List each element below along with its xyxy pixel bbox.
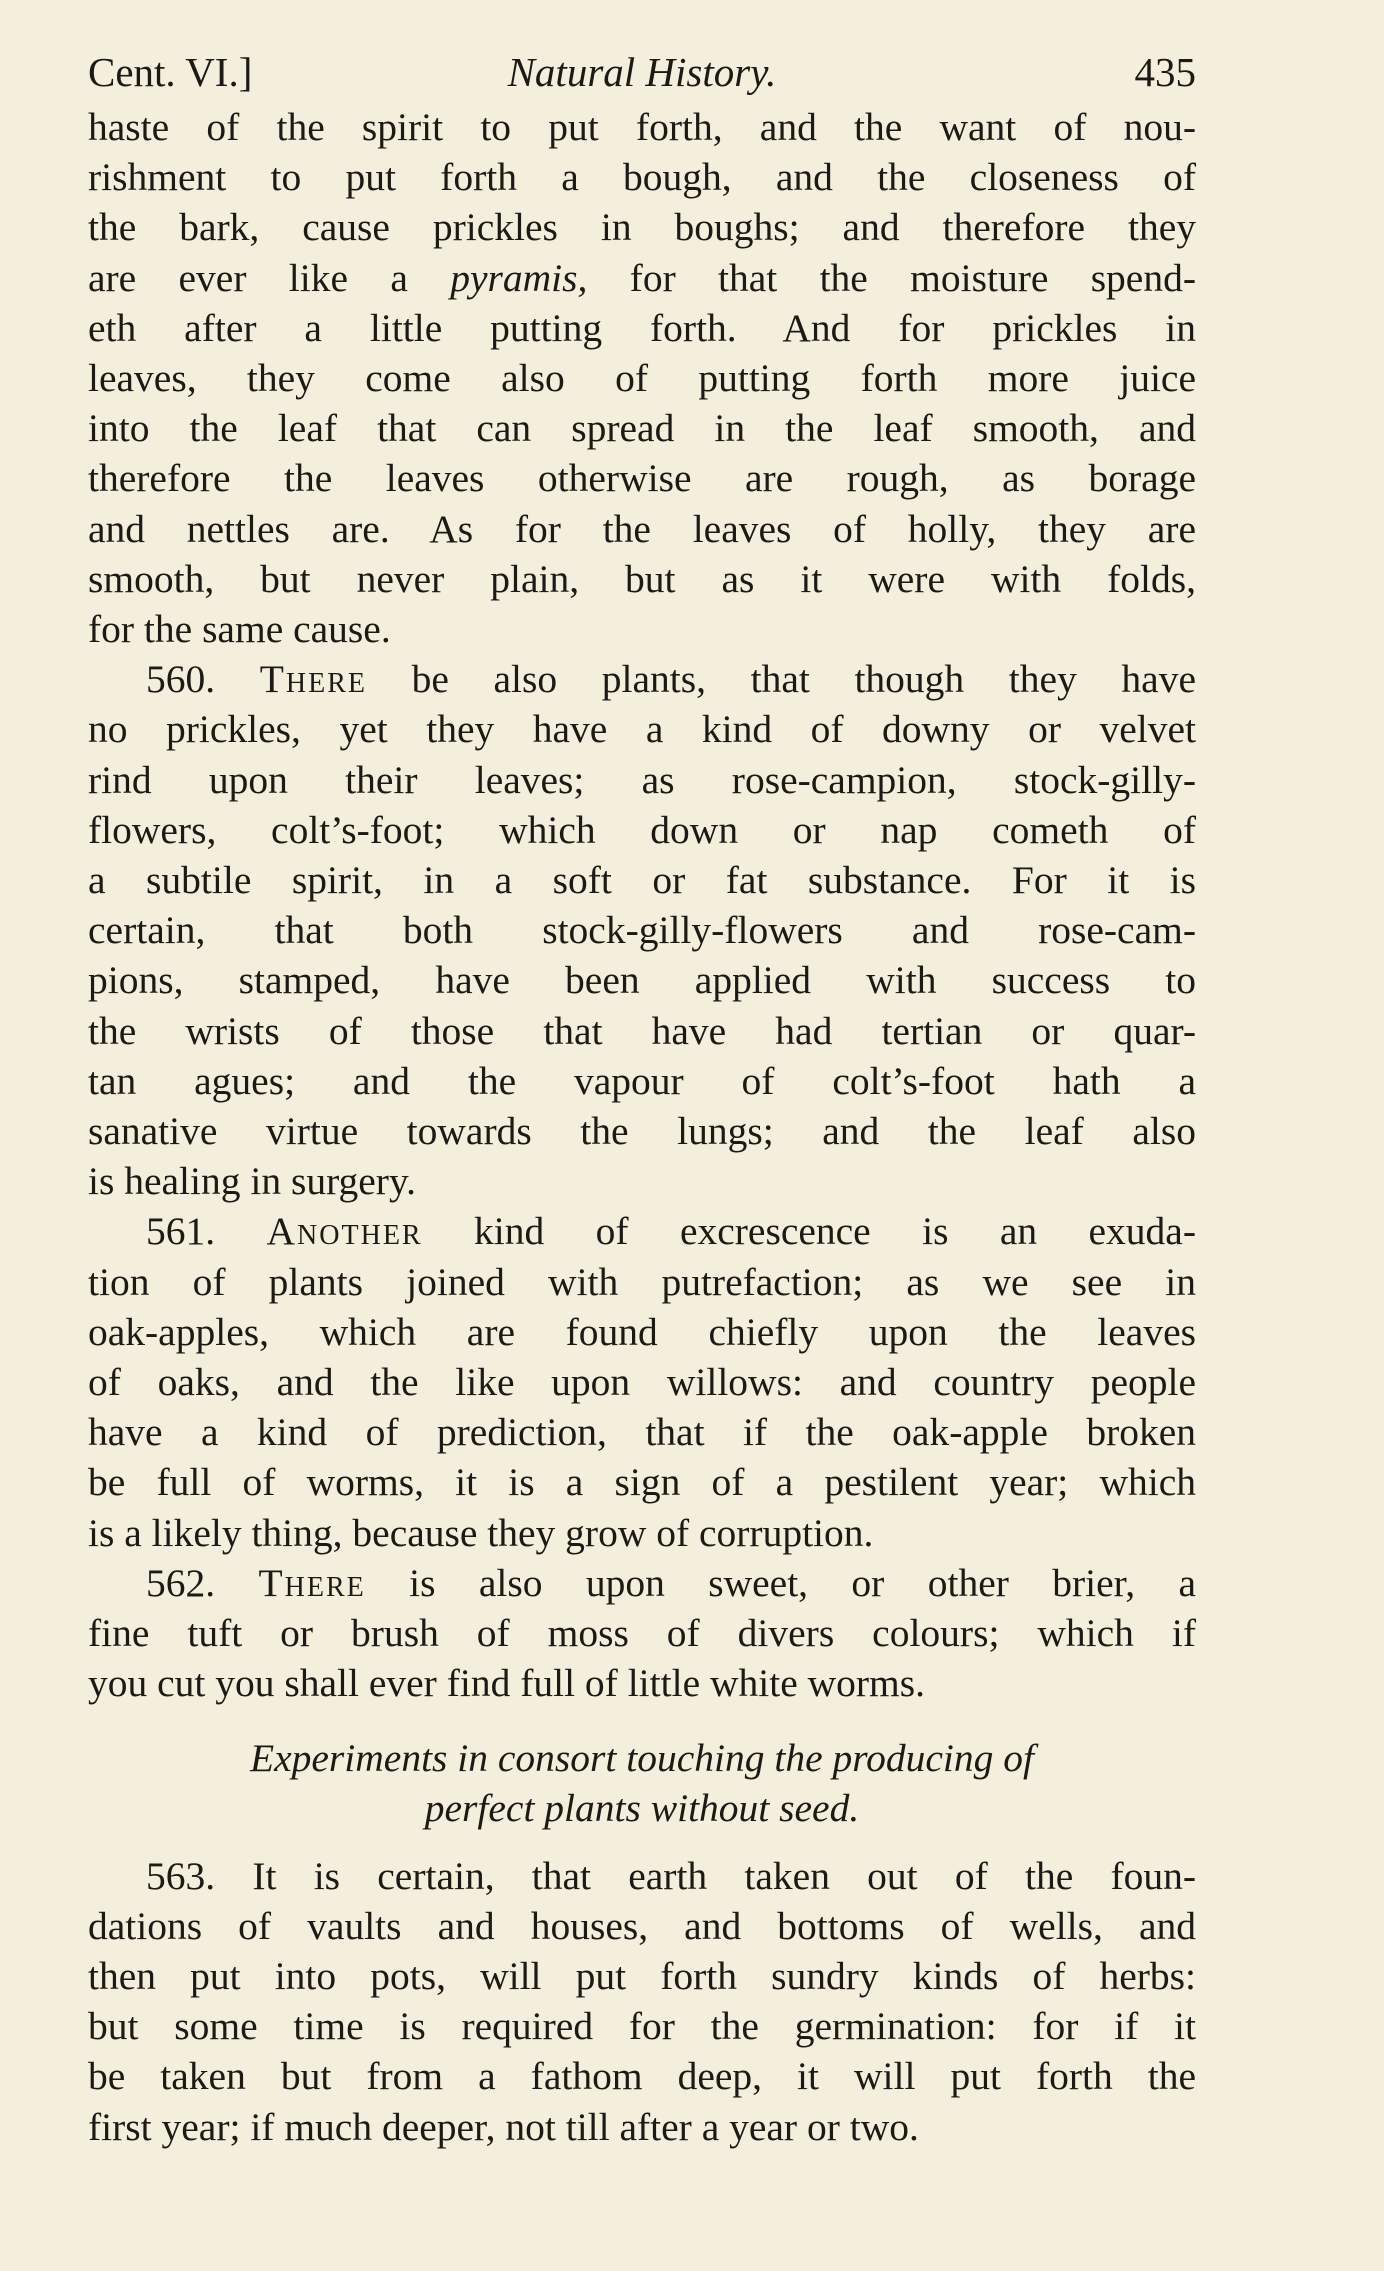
paragraph-563 bbox=[88, 1851, 1196, 2152]
text-line: a subtile spirit, in a soft or fat substance. For it is bbox=[88, 858, 1196, 903]
text-line: sanative virtue towards the lungs; and the leaf also bbox=[88, 1109, 1196, 1154]
paragraph-number: 561. bbox=[146, 1209, 216, 1254]
text-line: oak-apples, which are found chiefly upon the leaves bbox=[88, 1309, 1196, 1354]
text-run: are ever like a bbox=[88, 255, 451, 300]
text-run: be also plants, that though they have bbox=[411, 657, 1196, 702]
text-line: dations of vaults and houses, and bottoms of wells, and bbox=[88, 1903, 1196, 1948]
text-line: have a kind of prediction, that if the oak-apple broken bbox=[88, 1410, 1196, 1455]
paragraph-562 bbox=[88, 1558, 1196, 1709]
page-number: 435 bbox=[1134, 49, 1196, 95]
text-line: the wrists of those that have had tertian or quar- bbox=[88, 1008, 1196, 1053]
section-heading-line: perfect plants without seed. bbox=[424, 1785, 860, 1830]
text-run: It is certain, that earth taken out of the foun- bbox=[252, 1853, 1196, 1898]
paragraph-first-line bbox=[88, 1206, 1196, 1256]
text-line: but some time is required for the germination: for if it bbox=[88, 2004, 1196, 2049]
paragraph-number: 563. bbox=[146, 1853, 216, 1898]
text-line: be taken but from a fathom deep, it will put forth the bbox=[88, 2054, 1196, 2099]
text-run: for that the moisture spend- bbox=[587, 255, 1196, 300]
text-line: pions, stamped, have been applied with success to bbox=[88, 958, 1196, 1003]
paragraph-number: 560. bbox=[146, 657, 216, 702]
section-heading bbox=[88, 1733, 1196, 1833]
text-run: kind of excrescence is an exuda- bbox=[474, 1209, 1196, 1254]
paragraph-561 bbox=[88, 1206, 1196, 1557]
paragraph-continuation bbox=[88, 102, 1196, 654]
text-line: smooth, but never plain, but as it were with folds, bbox=[88, 556, 1196, 601]
text-line: the bark, cause prickles in boughs; and therefore they bbox=[88, 205, 1196, 250]
text-line: tion of plants joined with putrefaction; as we see in bbox=[88, 1259, 1196, 1304]
text-line: and nettles are. As for the leaves of holly, they are bbox=[88, 506, 1196, 551]
italic-term: pyramis, bbox=[450, 255, 588, 300]
text-line: of oaks, and the like upon willows: and country people bbox=[88, 1360, 1196, 1405]
running-head bbox=[88, 42, 1196, 102]
text-line: into the leaf that can spread in the leaf smooth, and bbox=[88, 406, 1196, 451]
lead-word: There bbox=[258, 1560, 366, 1605]
text-line: be full of worms, it is a sign of a pestilent year; which bbox=[88, 1460, 1196, 1505]
section-heading-line: Experiments in consort touching the producing of bbox=[249, 1735, 1035, 1780]
text-line: haste of the spirit to put forth, and the want of nou- bbox=[88, 105, 1196, 149]
paragraph-560 bbox=[88, 654, 1196, 1206]
paragraph-first-line bbox=[88, 1851, 1196, 1901]
text-line: therefore the leaves otherwise are rough, as borage bbox=[88, 456, 1196, 501]
text-line: no prickles, yet they have a kind of downy or velvet bbox=[88, 707, 1196, 752]
text-line: rishment to put forth a bough, and the closeness of bbox=[88, 155, 1196, 200]
paragraph-first-line bbox=[88, 1558, 1196, 1608]
text-line: then put into pots, will put forth sundry kinds of herbs: bbox=[88, 1953, 1196, 1998]
lead-word: There bbox=[259, 657, 367, 702]
paragraph-first-line bbox=[88, 654, 1196, 704]
running-head-title: Natural History. bbox=[507, 49, 777, 95]
text-line: rind upon their leaves; as rose-campion, stock-gilly- bbox=[88, 757, 1196, 802]
text-line: for the same cause. bbox=[88, 607, 391, 652]
book-page bbox=[88, 42, 1196, 2152]
text-line: leaves, they come also of putting forth more juice bbox=[88, 356, 1196, 401]
text-line: you cut you shall ever find full of little white worms. bbox=[88, 1661, 926, 1706]
text-run: is also upon sweet, or other brier, a bbox=[409, 1560, 1197, 1605]
body-text bbox=[88, 102, 1196, 2152]
running-head-section: Cent. VI.] bbox=[88, 49, 253, 95]
text-line: is a likely thing, because they grow of corruption. bbox=[88, 1510, 874, 1555]
text-line: first year; if much deeper, not till after a year or two. bbox=[88, 2104, 919, 2149]
text-line: fine tuft or brush of moss of divers colours; which if bbox=[88, 1611, 1196, 1656]
text-line: tan agues; and the vapour of colt’s-foot hath a bbox=[88, 1058, 1196, 1103]
lead-word: Another bbox=[266, 1209, 423, 1254]
text-line: flowers, colt’s-foot; which down or nap cometh of bbox=[88, 807, 1196, 852]
text-line: is healing in surgery. bbox=[88, 1159, 417, 1204]
text-line: eth after a little putting forth. And for prickles in bbox=[88, 305, 1196, 350]
paragraph-number: 562. bbox=[146, 1560, 216, 1605]
text-line bbox=[88, 253, 1196, 303]
text-line: certain, that both stock-gilly-flowers and rose-cam- bbox=[88, 908, 1196, 953]
